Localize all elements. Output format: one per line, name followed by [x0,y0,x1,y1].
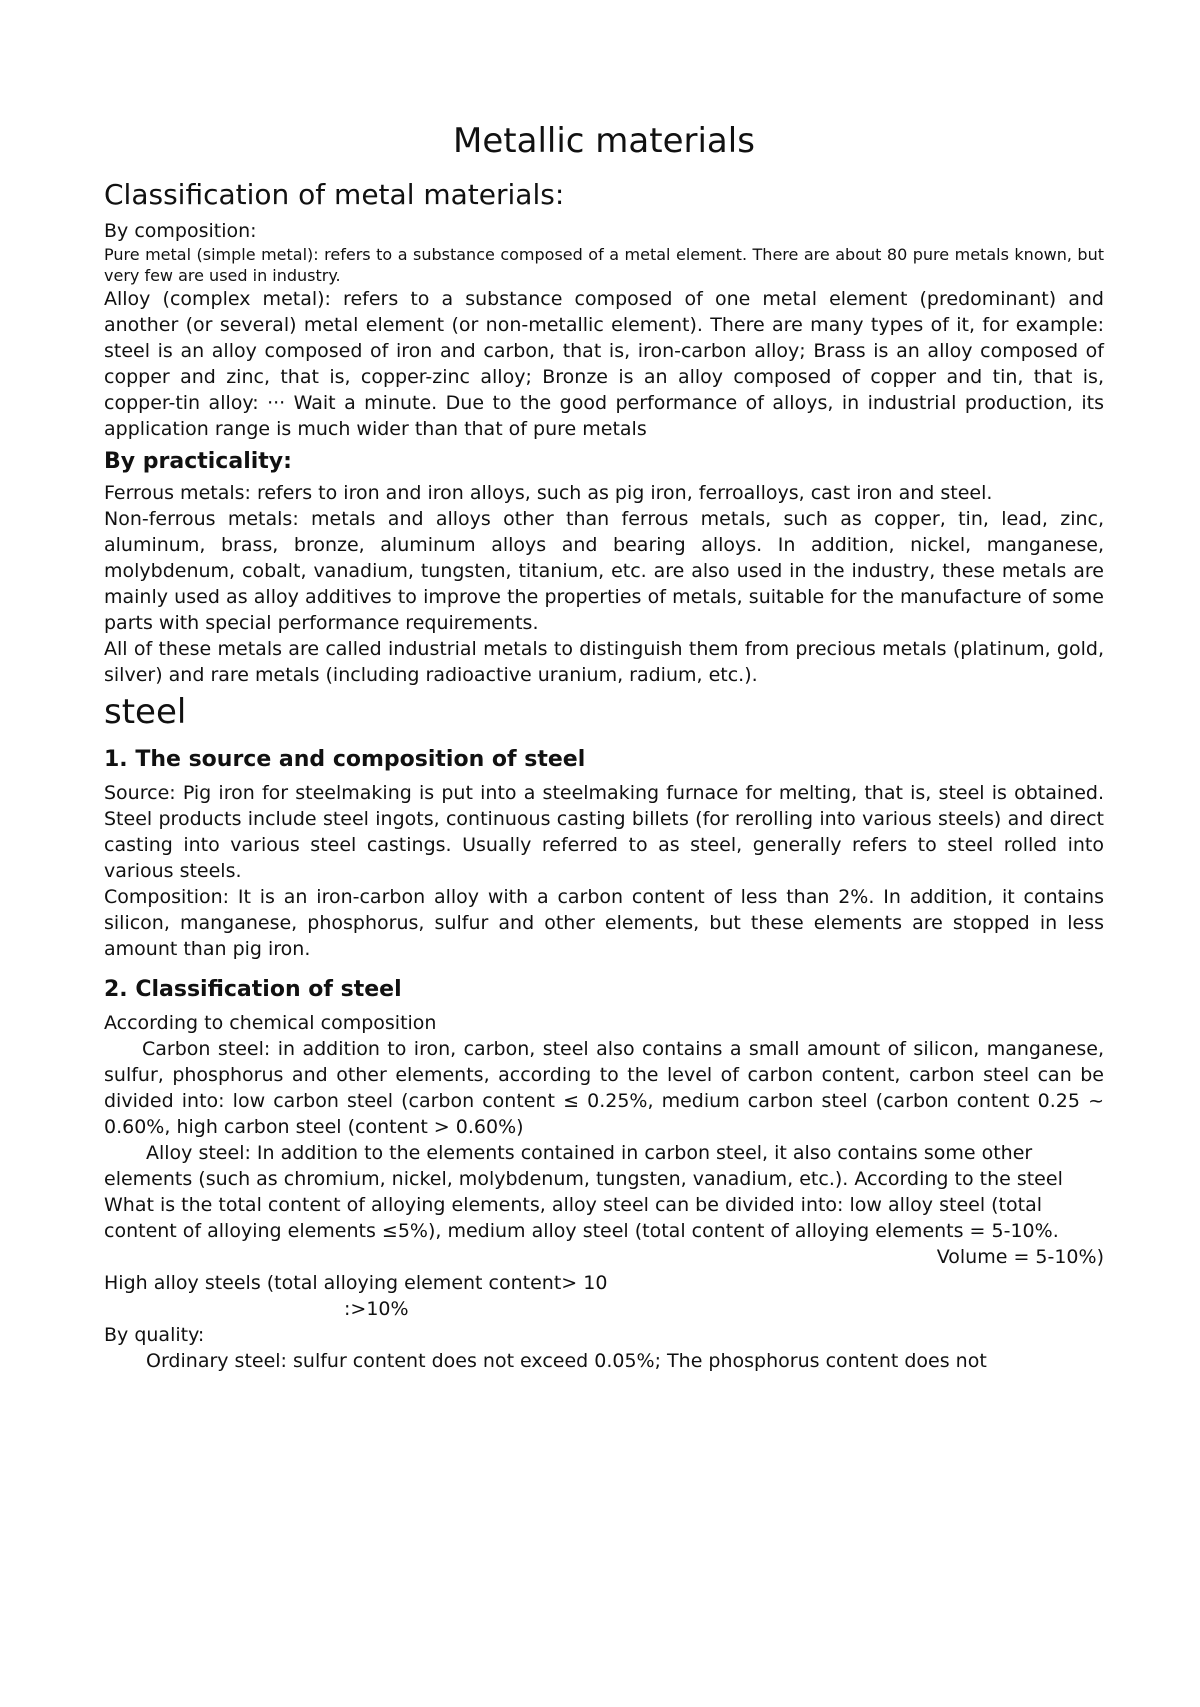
section2-heading: 2. Classification of steel [104,977,402,1002]
ordinary-steel-paragraph: Ordinary steel: sulfur content does not exceed 0.05%; The phosphorus content does not [146,1350,987,1372]
chemical-composition-label: According to chemical composition [104,1012,437,1034]
steel-heading: steel [104,692,187,732]
ferrous-paragraph: Ferrous metals: refers to iron and iron alloys, such as pig iron, ferroalloys, cast iron and steel. [104,482,993,504]
non-ferrous-paragraph: Non-ferrous metals: metals and alloys other than ferrous metals, such as copper, tin, lead, zinc, aluminum, brass, bronze, aluminum alloys and bearing alloys. In addition, nickel, manganese, molybdenum, cobalt, vanadium, tungsten, titanium, etc. are also used in the industry, these metals are mainly used as alloy additives to improve the properties of metals, suitable for the manufacture of some parts with special performance requirements. [104,508,1104,634]
alloy-paragraph: Alloy (complex metal): refers to a substance composed of one metal element (predominant) and another (or several) metal element (or non-metallic element). There are many types of it, for example: steel is an alloy composed of iron and carbon, that is, iron-carbon alloy; Brass is an alloy composed of copper and zinc, that is, copper-zinc alloy; Bronze is an alloy composed of copper and tin, that is, copper-tin alloy: ··· Wait a minute. Due to the good performance of alloys, in industrial production, its application range is much wider than that of pure metals [104,288,1104,440]
document-body [104,120,1104,1374]
pure-metal-paragraph: Pure metal (simple metal): refers to a substance composed of a metal element. There are about 80 pure metals known, but very few are used in industry. [104,245,1104,285]
high-alloy-tail: :>10% [344,1298,409,1320]
by-quality-label: By quality: [104,1324,205,1346]
section1-heading: 1. The source and composition of steel [104,747,586,772]
volume-line: Volume = 5-10%) [936,1246,1104,1268]
by-practicality-heading: By practicality: [104,449,292,474]
page-title: Metallic materials [453,121,755,161]
carbon-steel-paragraph: Carbon steel: in addition to iron, carbon, steel also contains a small amount of silicon, manganese, sulfur, phosphorus and other elements, according to the level of carbon content, carbon steel can be divided into: low carbon steel (carbon content ≤ 0.25%, medium carbon steel (carbon content 0.25 ~ 0.60%, high carbon steel (content > 0.60%) [104,1038,1104,1138]
source-paragraph: Source: Pig iron for steelmaking is put into a steelmaking furnace for melting, that is, steel is obtained. Steel products include steel ingots, continuous casting billets (for rerolling into various steels) and direct casting into various steel castings. Usually referred to as steel, generally refers to steel rolled into various steels. [104,782,1104,882]
high-alloy-line: High alloy steels (total alloying element content> 10 [104,1272,608,1294]
by-composition-label: By composition: [104,220,257,242]
alloy-steel-paragraph: Alloy steel: In addition to the elements contained in carbon steel, it also contains some other elements (such as chromium, nickel, molybdenum, tungsten, vanadium, etc.). According to the steel [104,1142,1063,1190]
total-content-paragraph: What is the total content of alloying elements, alloy steel can be divided into: low alloy steel (total content of alloying elements ≤5%), medium alloy steel (total content of alloying elements = 5-10%. [104,1194,1059,1242]
classification-heading: Classification of metal materials: [104,178,565,211]
industrial-paragraph: All of these metals are called industrial metals to distinguish them from precious metals (platinum, gold, silver) and rare metals (including radioactive uranium, radium, etc.). [104,638,1104,686]
composition-paragraph: Composition: It is an iron-carbon alloy with a carbon content of less than 2%. In addition, it contains silicon, manganese, phosphorus, sulfur and other elements, but these elements are stopped in less amount than pig iron. [104,886,1104,960]
